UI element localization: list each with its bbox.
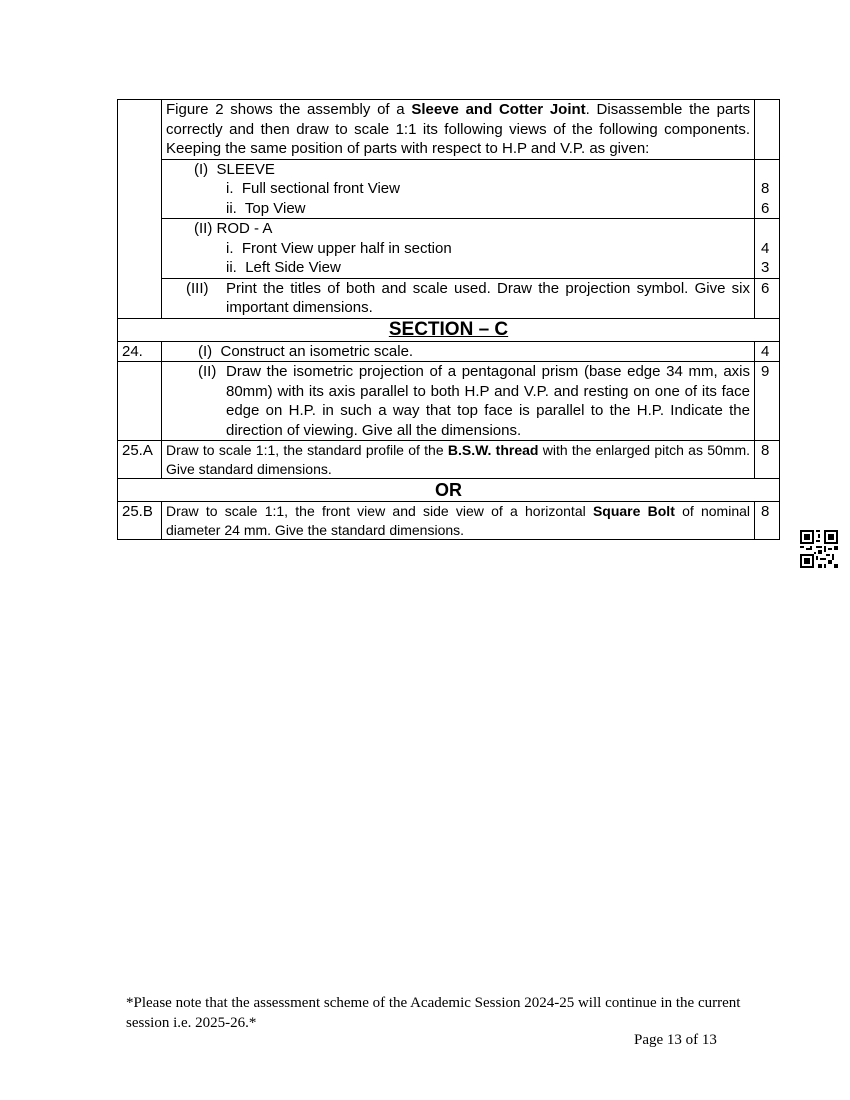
q24-part2 xyxy=(162,362,755,441)
q23-part2-item: ii. Left Side View xyxy=(226,259,341,276)
marks-value: 6 xyxy=(761,199,770,217)
q23-part2-marks xyxy=(755,219,780,279)
q24-part2-marks: 9 xyxy=(755,362,780,441)
q25a-row xyxy=(118,441,780,479)
q23-part2-item: i. Front View upper half in section xyxy=(226,239,452,257)
marks-value: 3 xyxy=(761,259,770,276)
assessment-note: *Please note that the assessment scheme of the Academic Session 2024-25 will continue in the current session i.e. 2025-26.* xyxy=(126,995,741,1031)
q24-part2-row xyxy=(118,362,780,441)
q23-part3-marks: 6 xyxy=(755,278,780,318)
q25b-text: Draw to scale 1:1, the front view and side view of a horizontal Square Bolt of nominal diameter 24 mm. Give the standard dimensions. xyxy=(162,502,755,540)
q23-part2-title: (II) ROD - A xyxy=(194,220,273,237)
q25a-number: 25.A xyxy=(118,441,162,479)
q25b-row xyxy=(118,502,780,540)
section-c-heading: SECTION – C xyxy=(118,318,780,341)
q23-number-cell xyxy=(118,100,162,319)
q23-part3-row xyxy=(118,278,780,318)
q23-part1-marks xyxy=(755,159,780,219)
q23-part1-title: (I) SLEEVE xyxy=(194,160,275,178)
q24-part1-marks: 4 xyxy=(755,341,780,362)
q23-part3-label: (III) xyxy=(186,279,209,297)
q23-part3 xyxy=(162,278,755,318)
q24-part2-number-cell xyxy=(118,362,162,441)
q23-intro-marks xyxy=(755,100,780,160)
qr-code-icon xyxy=(800,530,838,568)
q24-part1-row xyxy=(118,341,780,362)
marks-value: 4 xyxy=(761,239,770,257)
page-number: Page 13 of 13 xyxy=(634,1032,717,1048)
q24-part2-text: Draw the isometric projection of a pentagonal prism (base edge 34 mm, axis 80mm) with its axis parallel to both H.P and V.P. and resting on one of its face edge on H.P. in such a way that top face is parallel to the H.P. Indicate the direction of viewing. Give all the dimensions. xyxy=(226,363,750,439)
q25a-text: Draw to scale 1:1, the standard profile of the B.S.W. thread with the enlarged pitch as 50mm. Give standard dimensions. xyxy=(162,441,755,479)
q24-number: 24. xyxy=(118,341,162,362)
q25b-number: 25.B xyxy=(118,502,162,540)
or-row xyxy=(118,479,780,502)
q25a-marks: 8 xyxy=(755,441,780,479)
q23-part1-item: i. Full sectional front View xyxy=(226,180,400,197)
q23-intro: Figure 2 shows the assembly of a Sleeve and Cotter Joint. Disassemble the parts correctly and then draw to scale 1:1 its following views of the following components. Keeping the same position of parts with respect to H.P and V.P. as given: xyxy=(162,100,755,160)
section-c-row xyxy=(118,318,780,341)
q23-part2-row xyxy=(118,219,780,279)
marks-value: 8 xyxy=(761,180,770,197)
q23-part2 xyxy=(162,219,755,279)
q25b-marks: 8 xyxy=(755,502,780,540)
q23-part1-item: ii. Top View xyxy=(226,199,306,217)
or-divider: OR xyxy=(118,479,780,502)
question-table xyxy=(117,99,780,540)
q23-part1 xyxy=(162,159,755,219)
q23-intro-row xyxy=(118,100,780,160)
q24-part2-label: (II) xyxy=(198,363,217,380)
q23-part1-row xyxy=(118,159,780,219)
q23-part3-text: Print the titles of both and scale used. Draw the projection symbol. Give six important dimensions. xyxy=(226,279,750,316)
q24-part1: (I) Construct an isometric scale. xyxy=(162,341,755,362)
